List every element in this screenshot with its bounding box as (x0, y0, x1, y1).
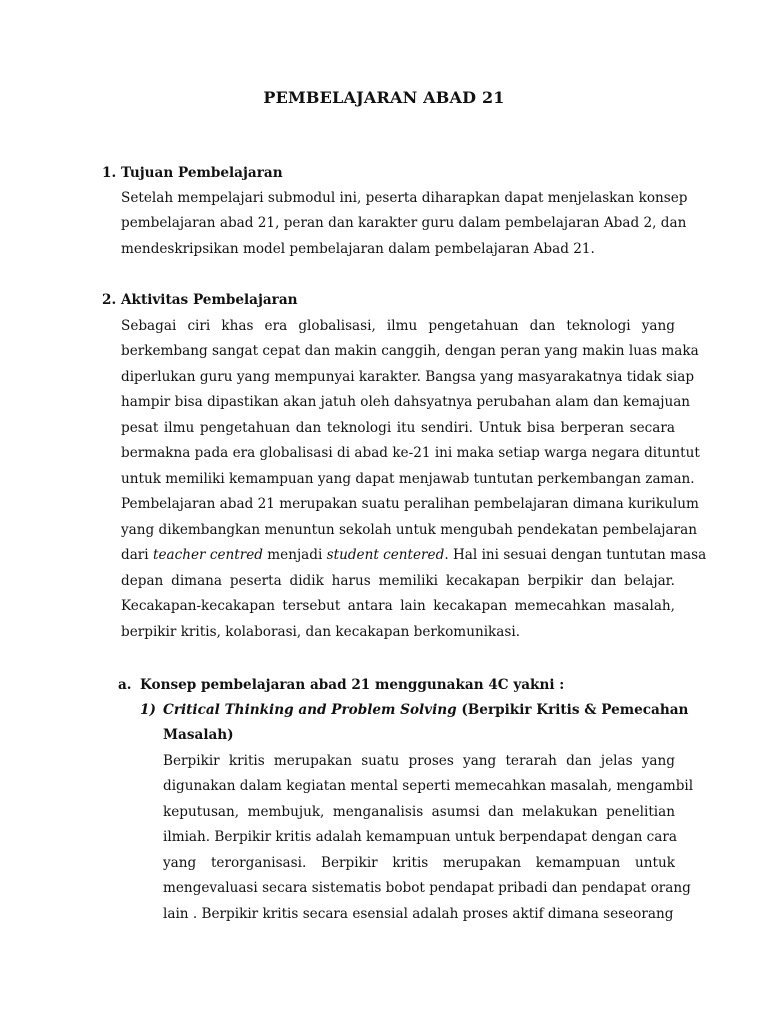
item-1-line: lain . Berpikir kritis secara esensial adalah proses aktif dimana seseorang (163, 906, 674, 922)
section-1-number: 1. (102, 165, 117, 181)
page-title: PEMBELAJARAN ABAD 21 (263, 88, 505, 107)
section-2-line: Kecakapan-kecakapan tersebut antara lain kecakapan memecahkan masalah, (121, 598, 675, 614)
section-2-line: pesat ilmu pengetahuan dan teknologi itu sendiri. Untuk bisa berperan secara (121, 420, 675, 436)
text-segment: . Hal ini sesuai dengan tuntutan masa (444, 547, 707, 563)
item-1-line: digunakan dalam kegiatan mental seperti memecahkan masalah, mengambil (163, 778, 694, 794)
item-1-line: yang terorganisasi. Berpikir kritis merupakan kemampuan untuk (163, 855, 675, 871)
section-2-line: Sebagai ciri khas era globalisasi, ilmu pengetahuan dan teknologi yang (121, 318, 675, 334)
item-1-bold-rest: (Berpikir Kritis & Pemecahan (461, 702, 689, 718)
item-1-marker: 1) (140, 702, 156, 718)
italic-term-student-centered: student centered (326, 547, 445, 563)
item-1-line: ilmiah. Berpikir kritis adalah kemampuan untuk berpendapat dengan cara (163, 829, 677, 845)
item-1-line: mengevaluasi secara sistematis bobot pendapat pribadi dan pendapat orang (163, 880, 691, 896)
section-2-number: 2. (102, 292, 117, 308)
text-segment: menjadi (262, 547, 327, 563)
section-2-line: hampir bisa dipastikan akan jatuh oleh dahsyatnya perubahan alam dan kemajuan (121, 394, 691, 410)
section-1-heading: Tujuan Pembelajaran (121, 165, 283, 181)
section-1-line: pembelajaran abad 21, peran dan karakter guru dalam pembelajaran Abad 2, dan (121, 215, 687, 231)
item-1-line: keputusan, membujuk, menganalisis asumsi dan melakukan penelitian (163, 804, 675, 820)
section-2-heading: Aktivitas Pembelajaran (121, 292, 298, 308)
section-2-line: yang dikembangkan menuntun sekolah untuk mengubah pendekatan pembelajaran (121, 522, 697, 538)
subsection-a-heading: Konsep pembelajaran abad 21 menggunakan 4C yakni : (140, 677, 565, 693)
section-2-line: berkembang sangat cepat dan makin canggih, dengan peran yang makin luas maka (121, 343, 699, 359)
item-1-heading (163, 700, 689, 720)
section-1-line: mendeskripsikan model pembelajaran dalam pembelajaran Abad 21. (121, 241, 595, 257)
subsection-a-marker: a. (118, 677, 132, 693)
section-2-line: Pembelajaran abad 21 merupakan suatu peralihan pembelajaran dimana kurikulum (121, 496, 699, 512)
section-2-line: diperlukan guru yang mempunyai karakter. Bangsa yang masyarakatnya tidak siap (121, 369, 695, 385)
italic-term-teacher-centred: teacher centred (152, 547, 263, 563)
section-1-line: Setelah mempelajari submodul ini, peserta diharapkan dapat menjelaskan konsep (121, 190, 688, 206)
section-2-line: bermakna pada era globalisasi di abad ke-21 ini maka setiap warga negara dituntut (121, 445, 700, 461)
section-2-line-mixed (121, 545, 707, 565)
item-1-heading-line2: Masalah) (163, 727, 234, 743)
section-2-line: berpikir kritis, kolaborasi, dan kecakapan berkomunikasi. (121, 624, 521, 640)
section-2-line: depan dimana peserta didik harus memiliki kecakapan berpikir dan belajar. (121, 573, 675, 589)
section-2-line: untuk memiliki kemampuan yang dapat menjawab tuntutan perkembangan zaman. (121, 471, 695, 487)
item-1-italic-title: Critical Thinking and Problem Solving (163, 702, 457, 718)
text-segment: dari (121, 547, 153, 563)
item-1-line: Berpikir kritis merupakan suatu proses yang terarah dan jelas yang (163, 753, 675, 769)
